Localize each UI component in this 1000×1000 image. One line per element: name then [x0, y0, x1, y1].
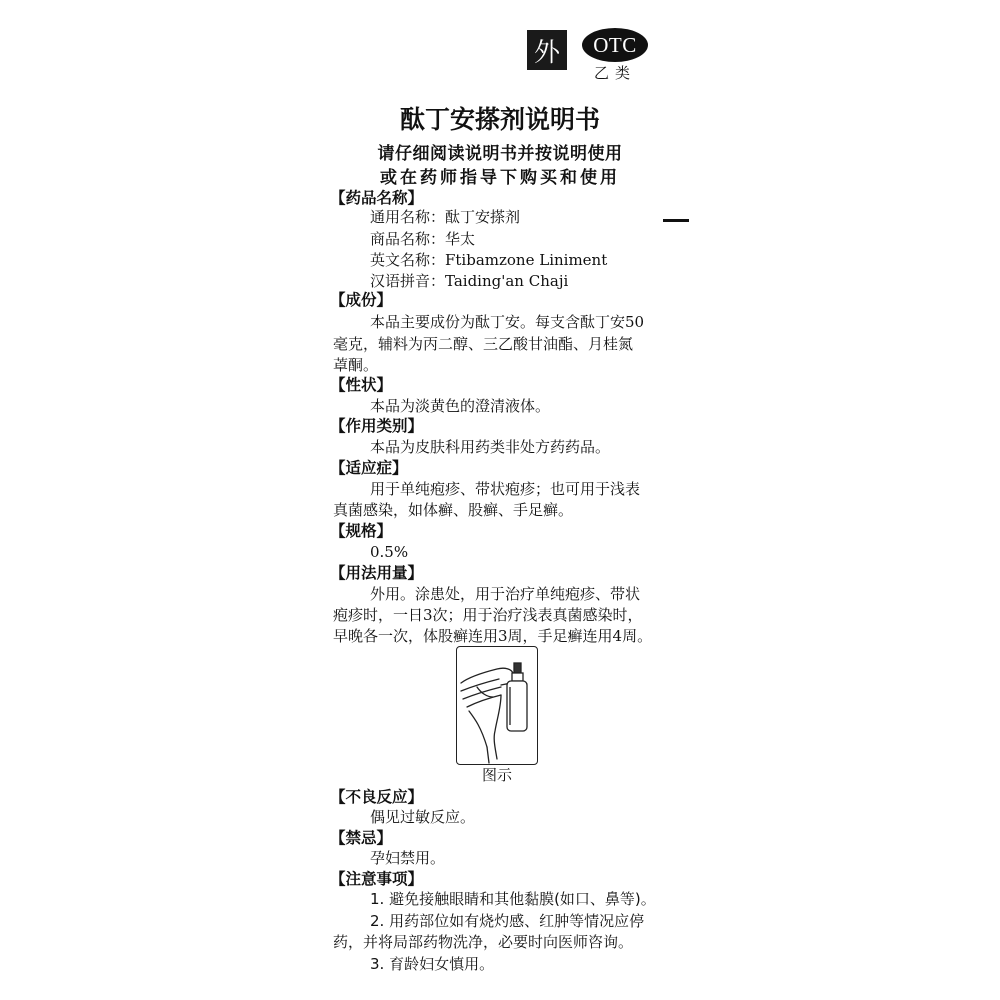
- precaution-item: 3. 育龄妇女慎用。: [370, 955, 495, 973]
- adverse-line: 偶见过敏反应。: [370, 808, 476, 826]
- category-line: 本品为皮肤科用药类非处方药药品。: [370, 438, 611, 456]
- indications-line: 真菌感染，如体癣、股癣、手足癣。: [333, 501, 574, 519]
- composition-line: 䓬酮。: [333, 356, 379, 374]
- dosage-line: 外用。涂患处，用于治疗单纯疱疹、带状: [370, 585, 641, 603]
- dosage-line: 早晚各一次，体股癣连用3周，手足癣连用4周。: [333, 627, 653, 645]
- section-heading-specification: 【规格】: [330, 522, 393, 540]
- otc-logo: OTC: [582, 28, 648, 62]
- section-heading-composition: 【成份】: [330, 291, 393, 309]
- trade-name-line: 商品名称：华太: [370, 230, 476, 248]
- composition-line: 毫克，辅料为丙二醇、三乙酸甘油酯、月桂氮: [333, 335, 634, 353]
- indications-line: 用于单纯疱疹、带状疱疹；也可用于浅表: [370, 480, 641, 498]
- english-name-line: 英文名称：Ftibamzone Liniment: [370, 251, 608, 269]
- section-heading-drug-name: 【药品名称】: [330, 189, 424, 207]
- contraindications-line: 孕妇禁用。: [370, 849, 446, 867]
- generic-name-line: 通用名称：酞丁安搽剂: [370, 208, 521, 226]
- section-heading-adverse-reactions: 【不良反应】: [330, 788, 424, 806]
- external-use-badge: 外: [527, 30, 567, 70]
- cut-mark: [663, 219, 689, 222]
- dosage-line: 疱疹时，一日3次；用于治疗浅表真菌感染时，: [333, 606, 643, 624]
- section-heading-indications: 【适应症】: [330, 459, 408, 477]
- precaution-item: 药，并将局部药物洗净，必要时向医师咨询。: [333, 933, 634, 951]
- document-title: 酞丁安搽剂说明书: [399, 105, 600, 134]
- precaution-item: 2. 用药部位如有烧灼感、红肿等情况应停: [370, 912, 645, 930]
- subtitle-pharmacist-guidance: 或在药师指导下购买和使用: [380, 168, 620, 188]
- section-heading-precautions: 【注意事项】: [330, 870, 424, 888]
- section-heading-category: 【作用类别】: [330, 417, 424, 435]
- specification-line: 0.5%: [370, 543, 409, 561]
- precaution-item: 1. 避免接触眼睛和其他黏膜(如口、鼻等)。: [370, 890, 656, 908]
- figure-caption: 图示: [481, 766, 512, 784]
- otc-class-label: 乙类: [593, 64, 636, 82]
- pinyin-name-line: 汉语拼音：Taiding'an Chaji: [370, 272, 569, 290]
- hand-with-bottle-icon: [457, 647, 537, 764]
- composition-line: 本品主要成份为酞丁安。每支含酞丁安50: [370, 313, 645, 331]
- section-heading-description: 【性状】: [330, 376, 393, 394]
- section-heading-dosage: 【用法用量】: [330, 564, 424, 582]
- subtitle-read-carefully: 请仔细阅读说明书并按说明使用: [377, 144, 623, 164]
- section-heading-contraindications: 【禁忌】: [330, 829, 393, 847]
- usage-illustration: [456, 646, 538, 765]
- description-line: 本品为淡黄色的澄清液体。: [370, 397, 551, 415]
